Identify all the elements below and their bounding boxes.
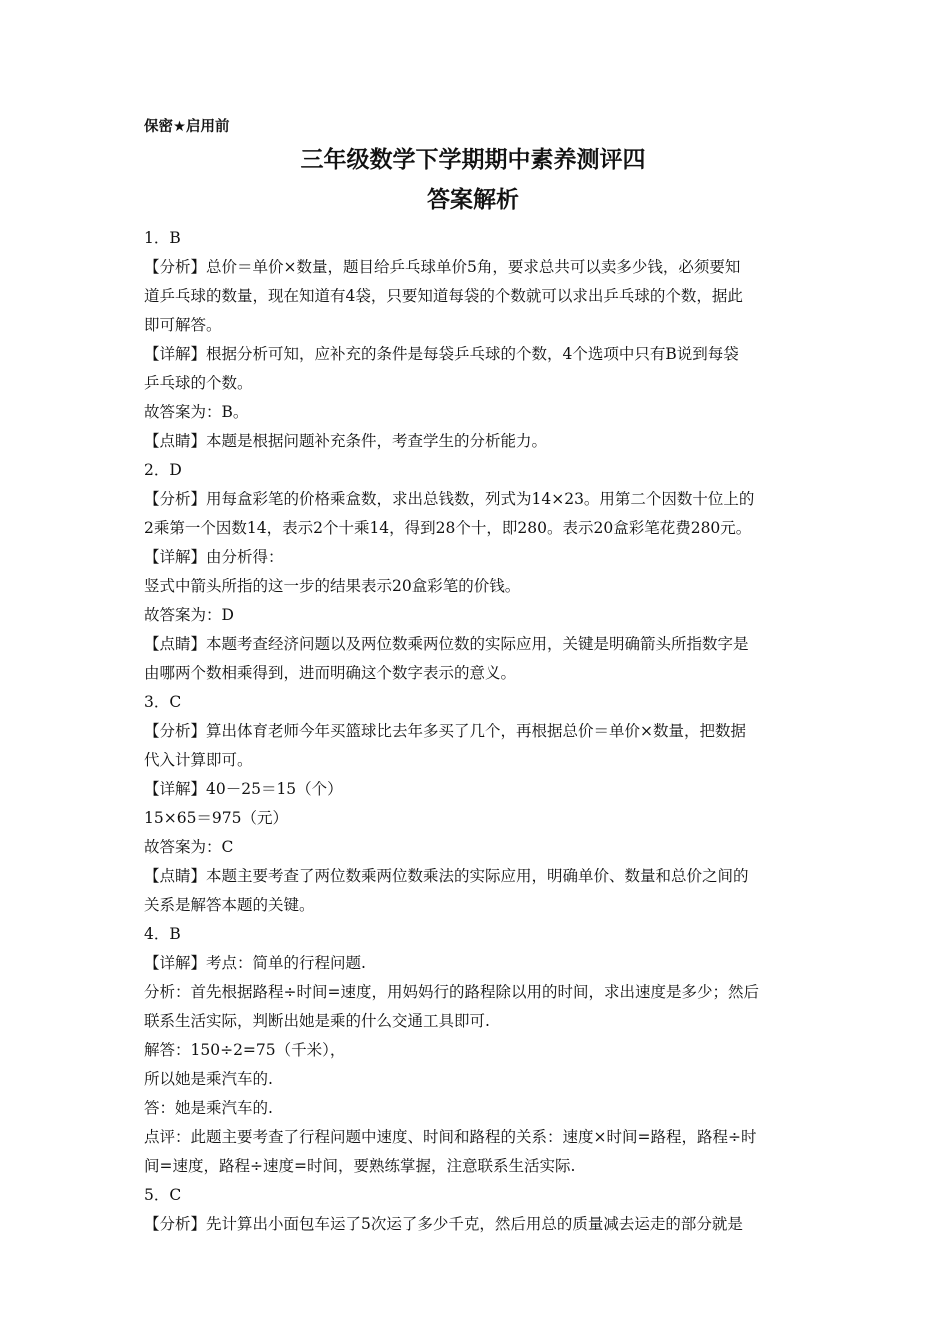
text-line: 【详解】根据分析可知，应补充的条件是每袋乒乓球的个数，4个选项中只有B说到每袋 [144,345,739,363]
text-line: 2乘第一个因数14，表示2个十乘14，得到28个十，即280。表示20盒彩笔花费280元。 [144,519,752,537]
text-line: 【点睛】本题是根据问题补充条件，考查学生的分析能力。 [144,432,548,450]
text-line: 联系生活实际，判断出她是乘的什么交通工具即可. [144,1012,490,1030]
text-line: 2．D [144,461,182,479]
text-line: 15×65＝975（元） [144,809,289,827]
text-line: 4．B [144,925,181,943]
text-line: 【点睛】本题考查经济问题以及两位数乘两位数的实际应用，关键是明确箭头所指数字是 [144,635,749,653]
text-line: 【点睛】本题主要考查了两位数乘两位数乘法的实际应用，明确单价、数量和总价之间的 [144,867,749,885]
document-content [144,114,808,1239]
text-line: 即可解答。 [144,316,222,334]
text-line: 【详解】由分析得： [144,548,284,566]
text-line: 由哪两个数相乘得到，进而明确这个数字表示的意义。 [144,664,517,682]
text-line: 【详解】40－25＝15（个） [144,780,343,798]
text-line: 【分析】算出体育老师今年买篮球比去年多买了几个，再根据总价＝单价×数量，把数据 [144,722,746,740]
text-line: 所以她是乘汽车的. [144,1070,273,1088]
text-line: 点评：此题主要考查了行程问题中速度、时间和路程的关系：速度×时间=路程，路程÷时 [144,1128,757,1146]
text-line: 代入计算即可。 [144,751,253,769]
text-line: 乒乓球的个数。 [144,374,253,392]
text-line: 道乒乓球的数量，现在知道有4袋，只要知道每袋的个数就可以求出乒乓球的个数，据此 [144,287,743,305]
text-line: 5．C [144,1186,182,1204]
text-line: 答：她是乘汽车的. [144,1099,273,1117]
text-line: 故答案为：B。 [144,403,249,421]
text-line: 故答案为：C [144,838,234,856]
text-line: 故答案为：D [144,606,234,624]
text-line: 【分析】总价＝单价×数量，题目给乒乓球单价5角，要求总共可以卖多少钱，必须要知 [144,258,741,276]
page-title: 三年级数学下学期期中素养测评四 [300,147,646,173]
text-line: 1．B [144,229,181,247]
text-line: 竖式中箭头所指的这一步的结果表示20盒彩笔的价钱。 [144,577,521,595]
text-line: 间=速度，路程÷速度=时间，要熟练掌握，注意联系生活实际. [144,1157,576,1175]
text-line: 【分析】用每盒彩笔的价格乘盒数，求出总钱数，列式为14×23。用第二个因数十位上的 [144,490,755,508]
text-line: 3．C [144,693,182,711]
text-line: 【分析】先计算出小面包车运了5次运了多少千克，然后用总的质量减去运走的部分就是 [144,1215,743,1233]
text-line: 关系是解答本题的关键。 [144,896,315,914]
confidential-label: 保密★启用前 [144,119,230,135]
text-line: 分析：首先根据路程÷时间=速度，用妈妈行的路程除以用的时间，求出速度是多少；然后 [144,983,759,1001]
text-line: 【详解】考点：简单的行程问题. [144,954,366,972]
page-subtitle: 答案解析 [427,187,519,213]
text-line: 解答：150÷2=75（千米）， [144,1041,346,1059]
